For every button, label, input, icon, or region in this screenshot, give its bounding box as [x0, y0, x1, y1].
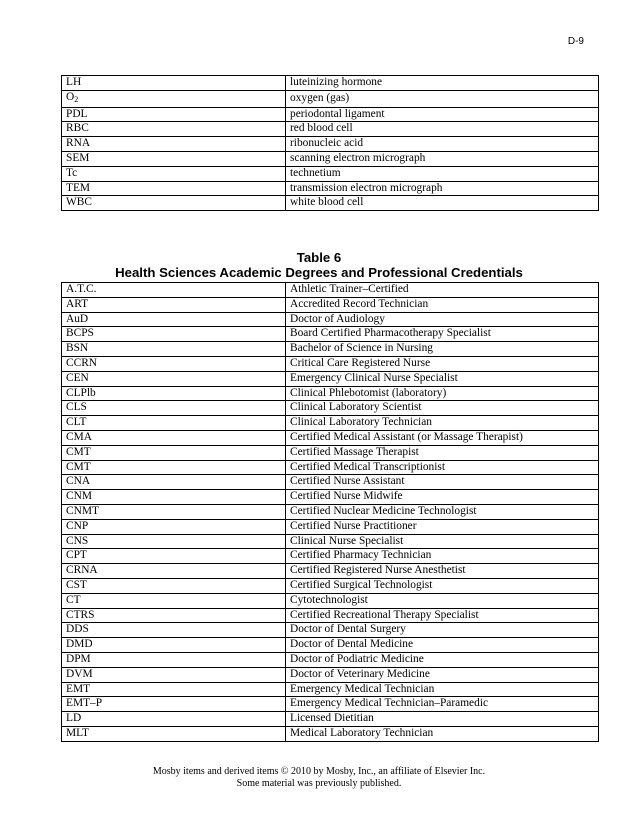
meaning-cell: Certified Nurse Assistant: [286, 475, 599, 490]
table-row: [62, 401, 599, 416]
table-row: [62, 297, 599, 312]
meaning-cell: Certified Registered Nurse Anesthetist: [286, 564, 599, 579]
abbreviation-cell: PDL: [62, 107, 286, 122]
table-row: [62, 327, 599, 342]
table-row: [62, 638, 599, 653]
meaning-cell: Certified Nuclear Medicine Technologist: [286, 504, 599, 519]
meaning-cell: Bachelor of Science in Nursing: [286, 342, 599, 357]
credentials-table: [61, 282, 599, 742]
table-row: [62, 504, 599, 519]
meaning-cell: Critical Care Registered Nurse: [286, 356, 599, 371]
meaning-cell: Licensed Dietitian: [286, 712, 599, 727]
table-row: [62, 371, 599, 386]
abbreviation-cell: CNA: [62, 475, 286, 490]
abbreviation-cell: BCPS: [62, 327, 286, 342]
meaning-cell: scanning electron micrograph: [286, 151, 599, 166]
abbreviation-cell: EMT: [62, 682, 286, 697]
abbreviation-cell: Tc: [62, 166, 286, 181]
table-row: [62, 283, 599, 298]
meaning-cell: Emergency Clinical Nurse Specialist: [286, 371, 599, 386]
abbreviation-cell: CMT: [62, 445, 286, 460]
table-row: [62, 593, 599, 608]
meaning-cell: Certified Medical Transcriptionist: [286, 460, 599, 475]
meaning-cell: Clinical Laboratory Technician: [286, 416, 599, 431]
subscript-text: 2: [74, 94, 79, 104]
abbreviation-cell: A.T.C.: [62, 283, 286, 298]
abbreviation-cell: LH: [62, 76, 286, 91]
table-row: [62, 151, 599, 166]
abbreviation-cell: CNS: [62, 534, 286, 549]
abbreviation-cell: CNMT: [62, 504, 286, 519]
abbreviation-cell: CLS: [62, 401, 286, 416]
abbreviation-cell: BSN: [62, 342, 286, 357]
table-row: [62, 534, 599, 549]
table-row: [62, 490, 599, 505]
table-row: [62, 137, 599, 152]
abbreviation-cell: DVM: [62, 667, 286, 682]
abbreviation-cell: TEM: [62, 181, 286, 196]
table-row: [62, 386, 599, 401]
table-row: [62, 356, 599, 371]
abbreviation-cell: CLPlb: [62, 386, 286, 401]
meaning-cell: white blood cell: [286, 196, 599, 211]
meaning-cell: Emergency Medical Technician–Paramedic: [286, 697, 599, 712]
meaning-cell: Accredited Record Technician: [286, 297, 599, 312]
meaning-cell: Certified Medical Assistant (or Massage Therapist): [286, 430, 599, 445]
table-row: [62, 712, 599, 727]
meaning-cell: Clinical Nurse Specialist: [286, 534, 599, 549]
abbreviation-cell: CTRS: [62, 608, 286, 623]
meaning-cell: Certified Recreational Therapy Specialist: [286, 608, 599, 623]
meaning-cell: Clinical Phlebotomist (laboratory): [286, 386, 599, 401]
meaning-cell: periodontal ligament: [286, 107, 599, 122]
meaning-cell: Certified Surgical Technologist: [286, 578, 599, 593]
abbreviation-cell: CT: [62, 593, 286, 608]
meaning-cell: oxygen (gas): [286, 90, 599, 107]
table-title: Health Sciences Academic Degrees and Professional Credentials: [115, 265, 523, 280]
meaning-cell: Doctor of Dental Medicine: [286, 638, 599, 653]
table-row: [62, 460, 599, 475]
publication-note: Some material was previously published.: [236, 778, 402, 789]
table-number: Table 6: [296, 250, 342, 265]
abbreviation-cell: CST: [62, 578, 286, 593]
table-row: [62, 76, 599, 91]
table-row: [62, 90, 599, 107]
abbreviation-cell: CRNA: [62, 564, 286, 579]
abbreviation-cell: MLT: [62, 726, 286, 741]
table-row: [62, 549, 599, 564]
meaning-cell: red blood cell: [286, 122, 599, 137]
abbreviation-cell: LD: [62, 712, 286, 727]
table-row: [62, 697, 599, 712]
table-row: [62, 416, 599, 431]
meaning-cell: ribonucleic acid: [286, 137, 599, 152]
table-row: [62, 726, 599, 741]
meaning-cell: Certified Pharmacy Technician: [286, 549, 599, 564]
meaning-cell: Emergency Medical Technician: [286, 682, 599, 697]
abbreviation-cell: CNM: [62, 490, 286, 505]
table-row: [62, 667, 599, 682]
meaning-cell: transmission electron micrograph: [286, 181, 599, 196]
abbreviation-cell: CCRN: [62, 356, 286, 371]
table-row: [62, 430, 599, 445]
table-row: [62, 475, 599, 490]
meaning-cell: Doctor of Audiology: [286, 312, 599, 327]
copyright-line: Mosby items and derived items © 2010 by Mosby, Inc., an affiliate of Elsevier Inc.: [152, 766, 486, 777]
table-row: [62, 445, 599, 460]
meaning-cell: Medical Laboratory Technician: [286, 726, 599, 741]
table-row: [62, 564, 599, 579]
abbreviations-table-continued: [61, 75, 599, 211]
meaning-cell: Board Certified Pharmacotherapy Specialist: [286, 327, 599, 342]
meaning-cell: Certified Nurse Midwife: [286, 490, 599, 505]
abbreviation-cell: CMT: [62, 460, 286, 475]
abbreviation-cell: CNP: [62, 519, 286, 534]
abbreviation-cell: RNA: [62, 137, 286, 152]
abbreviation-cell: DMD: [62, 638, 286, 653]
meaning-cell: Certified Nurse Practitioner: [286, 519, 599, 534]
abbreviation-cell: WBC: [62, 196, 286, 211]
table-row: [62, 519, 599, 534]
table-row: [62, 652, 599, 667]
abbreviation-cell: CLT: [62, 416, 286, 431]
abbreviation-cell: RBC: [62, 122, 286, 137]
table-row: [62, 166, 599, 181]
abbreviation-cell: CEN: [62, 371, 286, 386]
meaning-cell: Certified Massage Therapist: [286, 445, 599, 460]
meaning-cell: Cytotechnologist: [286, 593, 599, 608]
table-row: [62, 312, 599, 327]
meaning-cell: Doctor of Podiatric Medicine: [286, 652, 599, 667]
table-row: [62, 181, 599, 196]
page-number: D-9: [567, 36, 584, 47]
meaning-cell: Doctor of Dental Surgery: [286, 623, 599, 638]
abbreviation-text: O: [66, 90, 75, 103]
table-row: [62, 342, 599, 357]
table-row: [62, 578, 599, 593]
abbreviation-cell: SEM: [62, 151, 286, 166]
table-row: [62, 122, 599, 137]
meaning-cell: Athletic Trainer–Certified: [286, 283, 599, 298]
abbreviation-cell: EMT–P: [62, 697, 286, 712]
abbreviation-cell: [62, 90, 286, 107]
meaning-cell: luteinizing hormone: [286, 76, 599, 91]
table-row: [62, 682, 599, 697]
table-row: [62, 608, 599, 623]
abbreviation-cell: ART: [62, 297, 286, 312]
meaning-cell: Doctor of Veterinary Medicine: [286, 667, 599, 682]
table-row: [62, 623, 599, 638]
meaning-cell: technetium: [286, 166, 599, 181]
abbreviation-cell: AuD: [62, 312, 286, 327]
abbreviation-cell: DPM: [62, 652, 286, 667]
abbreviation-cell: CMA: [62, 430, 286, 445]
table-row: [62, 196, 599, 211]
table-row: [62, 107, 599, 122]
abbreviation-cell: CPT: [62, 549, 286, 564]
abbreviation-cell: DDS: [62, 623, 286, 638]
meaning-cell: Clinical Laboratory Scientist: [286, 401, 599, 416]
